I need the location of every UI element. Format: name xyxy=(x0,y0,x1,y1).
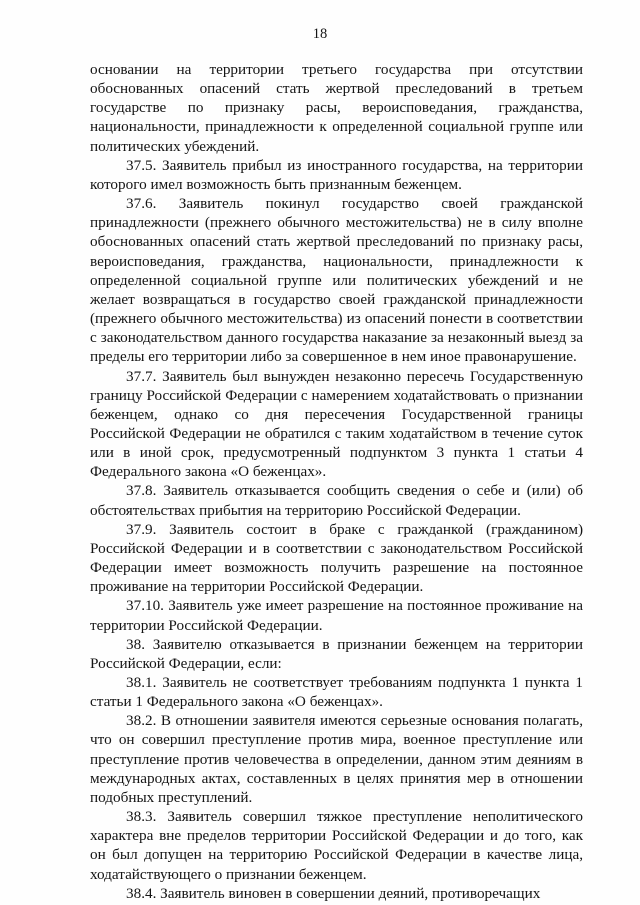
page-number: 18 xyxy=(312,26,328,42)
paragraph-38-1: 38.1. Заявитель не соответствует требованиям подпункта 1 пункта 1 статьи 1 Федерального закона «О беженцах». xyxy=(90,674,583,711)
paragraph-37-8: 37.8. Заявитель отказывается сообщить сведения о себе и (или) об обстоятельствах прибытия на территорию Российской Федерации. xyxy=(90,482,583,519)
paragraph-38: 38. Заявителю отказывается в признании беженцем на территории Российской Федерации, если: xyxy=(90,635,583,672)
paragraph-38-4: 38.4. Заявитель виновен в совершении деяний, противоречащих xyxy=(126,884,541,902)
paragraph-37-5: 37.5. Заявитель прибыл из иностранного государства, на территории которого имел возможность быть признанным беженцем. xyxy=(90,156,583,193)
body-text xyxy=(90,60,583,903)
paragraph-37-6: 37.6. Заявитель покинул государство своей гражданской принадлежности (прежнего обычного местожительства) не в силу вполне обоснованных опасений стать жертвой преследований по признаку расы, вероисповедания, гражданства, национальности, принадлежности к определенной социальной группе или политических убеждений и не желает возвращаться в государство своей гражданской принадлежности (прежнего обычного местожительства) из опасений понести в соответствии с законодательством данного государства наказание за незаконный выезд за пределы его территории либо за совершенное в нем иное правонарушение. xyxy=(90,195,583,366)
paragraph-38-3: 38.3. Заявитель совершил тяжкое преступление неполитического характера вне пределов территории Российской Федерации и до того, как он был допущен на территорию Российской Федерации в качестве лица, ходатайствующего о признании беженцем. xyxy=(90,808,583,883)
paragraph-37-7: 37.7. Заявитель был вынужден незаконно пересечь Государственную границу Российской Федерации с намерением ходатайствовать о признании беженцем, однако со дня пересечения Государственной границы Российской Федерации не обратился с таким ходатайством в течение суток или в иной срок, предусмотренный подпунктом 3 пункта 1 статьи 4 Федерального закона «О беженцах». xyxy=(90,367,583,481)
paragraph-37-10: 37.10. Заявитель уже имеет разрешение на постоянное проживание на территории Российской Федерации. xyxy=(90,597,583,634)
paragraph-37-9: 37.9. Заявитель состоит в браке с гражданкой (гражданином) Российской Федерации и в соответствии с законодательством Российской Федерации имеет возможность получить разрешение на постоянное проживание на территории Российской Федерации. xyxy=(90,520,583,596)
paragraph-38-2: 38.2. В отношении заявителя имеются серьезные основания полагать, что он совершил преступление против мира, военное преступление или преступление против человечества в определении, данном этим деяниям в международных актах, составленных в целях принятия мер в отношении подобных преступлений. xyxy=(90,712,583,806)
paragraph-continuation: основании на территории третьего государства при отсутствии обоснованных опасений стать жертвой преследований в третьем государстве по признаку расы, вероисповедания, гражданства, национальности, принадлежности к определенной социальной группе или политических убеждений. xyxy=(90,61,583,155)
